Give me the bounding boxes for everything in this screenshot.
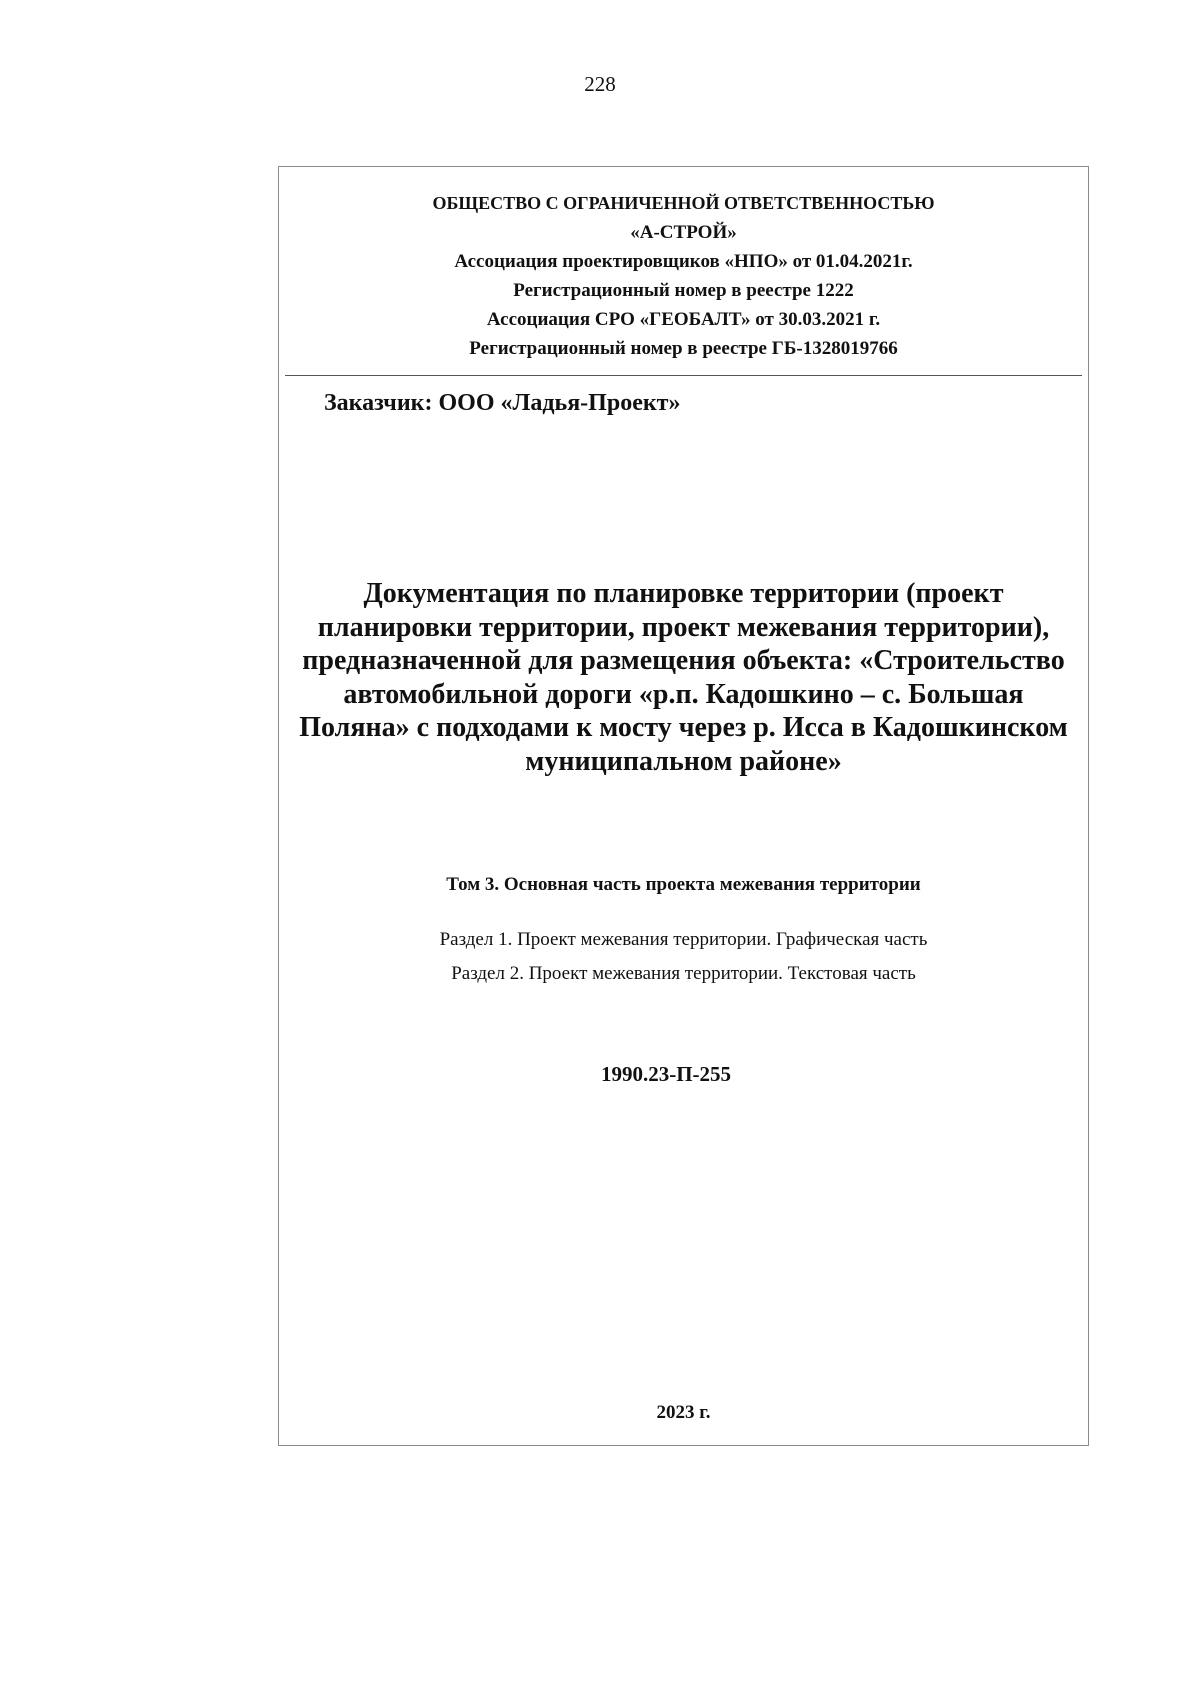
registration-number-sro: Регистрационный номер в реестре ГБ-1328019766 xyxy=(469,338,898,359)
document-code-wrapper xyxy=(371,1062,1088,1087)
organization-header xyxy=(279,189,1088,363)
document-code: 1990.23-П-255 xyxy=(600,1062,732,1086)
org-name: «А-СТРОЙ» xyxy=(630,222,737,243)
title-line: Документация по планировке территории (проект xyxy=(363,578,1004,609)
title-line: предназначенной для размещения объекта: «Строительство xyxy=(302,645,1065,676)
page-number: 228 xyxy=(584,72,616,96)
section-item: Раздел 1. Проект межевания территории. Графическая часть xyxy=(439,929,928,950)
header-divider xyxy=(285,375,1082,376)
customer-line: Заказчик: ООО «Ладья-Проект» xyxy=(324,390,681,416)
section-item: Раздел 2. Проект межевания территории. Текстовая часть xyxy=(451,963,916,984)
sections-list xyxy=(279,923,1088,991)
org-legal-form: ОБЩЕСТВО С ОГРАНИЧЕННОЙ ОТВЕТСТВЕННОСТЬЮ xyxy=(432,193,935,213)
title-line: автомобильной дороги «р.п. Кадошкино – с. Большая xyxy=(343,678,1024,710)
volume-title: Том 3. Основная часть проекта межевания территории xyxy=(446,874,921,895)
registration-number-npo: Регистрационный номер в реестре 1222 xyxy=(513,280,854,301)
title-line: муниципальном районе» xyxy=(525,745,842,777)
title-line: Поляна» с подходами к мосту через р. Исса в Кадошкинском xyxy=(299,712,1068,743)
document-title xyxy=(279,577,1088,778)
title-page-frame xyxy=(278,166,1089,1446)
title-line: планировки территории, проект межевания территории), xyxy=(317,611,1050,643)
association-sro: Ассоциация СРО «ГЕОБАЛТ» от 30.03.2021 г. xyxy=(486,309,881,330)
association-npo: Ассоциация проектировщиков «НПО» от 01.04.2021г. xyxy=(454,251,913,272)
document-year: 2023 г. xyxy=(656,1402,711,1423)
